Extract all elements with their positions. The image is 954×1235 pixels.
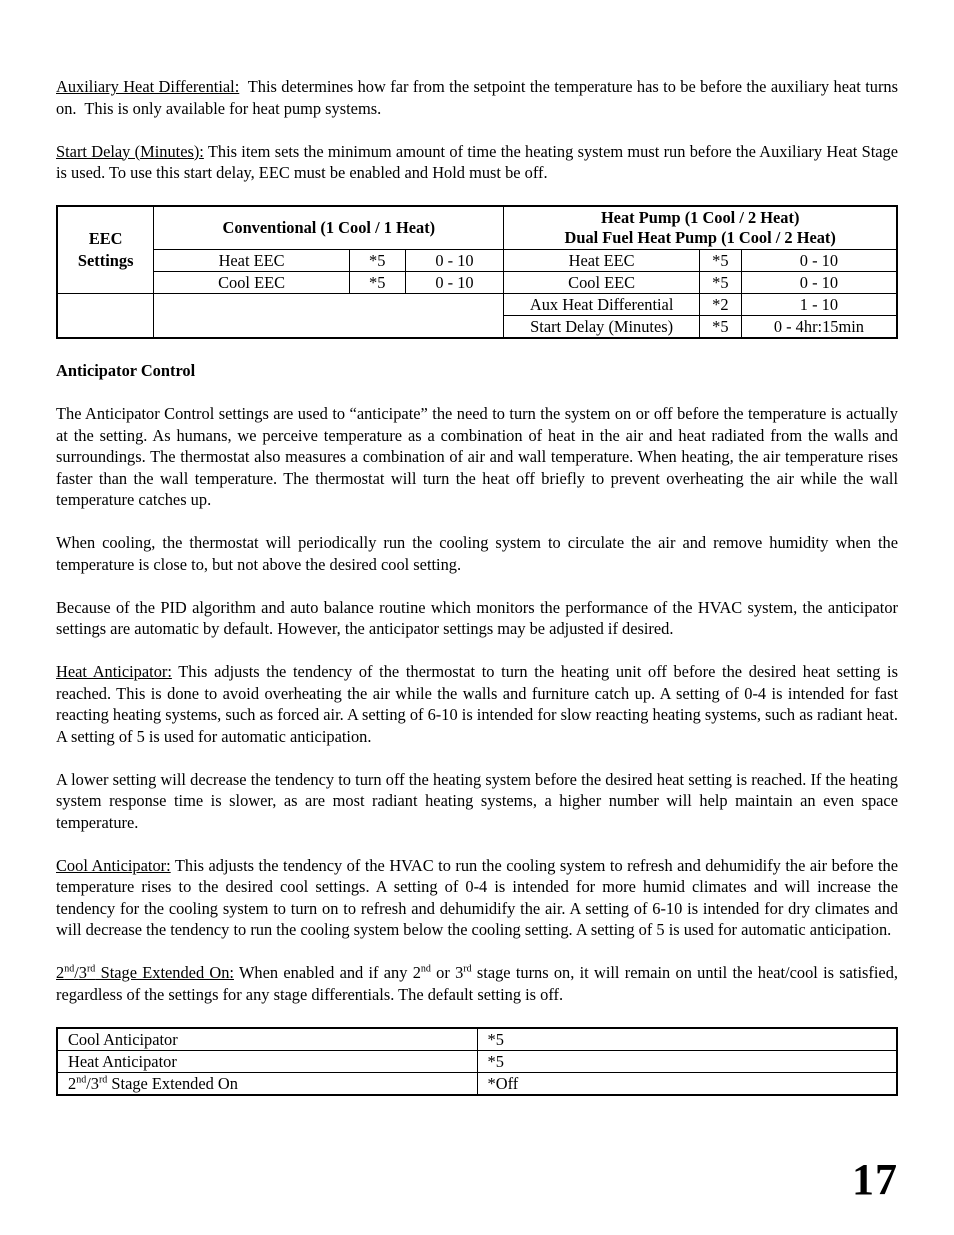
hp-row-range: 0 - 10 bbox=[741, 249, 897, 271]
hp-row-default: *5 bbox=[699, 249, 741, 271]
aux-heat-term: Auxiliary Heat Differential: bbox=[56, 77, 240, 96]
setting-name-sup2: rd bbox=[98, 1074, 108, 1086]
stage-n2: 2 bbox=[56, 963, 65, 982]
table-row bbox=[57, 249, 897, 271]
page-number: 17 bbox=[852, 1155, 898, 1204]
anticipator-paragraph-1: The Anticipator Control settings are used to “anticipate” the need to turn the system on or off before the temperature is actually at the setting. As humans, we perceive temperature as a combination of heat in the air and heat radiated from the walls and surroundings. The thermostat also measures a combination of air and wall temperature. When heating, the air temperature rises faster than the wall temperature. The thermostat will turn the heat off briefly to prevent overheating the air while the wall temperature catches up. bbox=[56, 404, 898, 509]
eec-label-line2: Settings bbox=[77, 250, 134, 270]
setting-name: Cool Anticipator bbox=[57, 1028, 477, 1051]
stage-text-c: stage turns on, it will remain on until the heat/cool is satisfied, regardless of the settings for any stage differentials. The default setting is off. bbox=[56, 963, 898, 1004]
aux-heat-paragraph bbox=[56, 76, 903, 119]
sup-rd: rd bbox=[463, 963, 472, 975]
stage-text-b: or 3 bbox=[430, 963, 464, 982]
table-row bbox=[57, 293, 897, 315]
heat-pump-header-line1: Heat Pump (1 Cool / 2 Heat) bbox=[600, 207, 800, 227]
conv-row-range: 0 - 10 bbox=[405, 249, 504, 271]
table-row bbox=[57, 1051, 897, 1073]
stage-slash: / bbox=[74, 963, 79, 982]
anticipator-paragraph-3: Because of the PID algorithm and auto balance routine which monitors the performance of the HVAC system, the anticipator settings are automatic by default. However, the anticipator settings may be adjusted if desired. bbox=[56, 597, 898, 638]
table-row bbox=[57, 1028, 897, 1051]
hp-row-name: Start Delay (Minutes) bbox=[504, 315, 700, 338]
heat-pump-header-line2: Dual Fuel Heat Pump (1 Cool / 2 Heat) bbox=[564, 227, 836, 247]
setting-value: *5 bbox=[477, 1028, 897, 1051]
table-row bbox=[57, 1073, 897, 1096]
start-delay-paragraph bbox=[56, 141, 898, 184]
eec-empty-cell bbox=[57, 293, 154, 338]
conv-row-range: 0 - 10 bbox=[405, 271, 504, 293]
conv-row-name: Heat EEC bbox=[154, 249, 349, 271]
eec-label-line1: EEC bbox=[88, 229, 123, 248]
anticipator-settings-table bbox=[56, 1027, 898, 1096]
start-delay-text: This item sets the minimum amount of time the heating system must run before the Auxiliary Heat Stage is used. To use this start delay, EEC must be enabled and Hold must be off. bbox=[56, 141, 899, 182]
conv-row-default: *5 bbox=[349, 249, 405, 271]
hp-row-name: Aux Heat Differential bbox=[504, 293, 700, 315]
stage-n3: 3 bbox=[78, 963, 87, 982]
lower-setting-paragraph: A lower setting will decrease the tendency to turn off the heating system before the desired heat setting is reached. If the heating system response time is slower, as are most radiant heating systems, a higher number will help maintain an even space temperature. bbox=[56, 769, 898, 832]
conv-row-name: Cool EEC bbox=[154, 271, 349, 293]
cool-anticipator-term: Cool Anticipator: bbox=[56, 855, 171, 875]
hp-row-range: 1 - 10 bbox=[741, 293, 897, 315]
setting-name-post: Stage Extended On bbox=[107, 1074, 238, 1093]
hp-row-default: *2 bbox=[699, 293, 741, 315]
stage-text-a: When enabled and if any 2 bbox=[234, 963, 421, 982]
aux-heat-text: This determines how far from the setpoint the temperature has to be before the auxiliary heat turns on. This is only available for heat pump systems. bbox=[56, 77, 903, 118]
eec-settings-table bbox=[56, 205, 898, 339]
setting-name-mid: /3 bbox=[86, 1074, 99, 1093]
sup-nd: nd bbox=[420, 963, 431, 975]
eec-row-label bbox=[57, 206, 154, 294]
stage-extended-paragraph bbox=[56, 962, 898, 1005]
hp-row-default: *5 bbox=[699, 271, 741, 293]
setting-value: *Off bbox=[477, 1073, 897, 1096]
conv-empty-cell bbox=[154, 293, 504, 338]
start-delay-term: Start Delay (Minutes): bbox=[56, 141, 204, 161]
setting-name: Heat Anticipator bbox=[57, 1051, 477, 1073]
setting-name bbox=[57, 1073, 477, 1096]
setting-name-pre: 2 bbox=[68, 1074, 77, 1093]
setting-value: *5 bbox=[477, 1051, 897, 1073]
hp-row-range: 0 - 4hr:15min bbox=[741, 315, 897, 338]
conventional-header: Conventional (1 Cool / 1 Heat) bbox=[154, 206, 504, 250]
hp-row-name: Cool EEC bbox=[504, 271, 700, 293]
cool-anticipator-paragraph bbox=[56, 855, 898, 941]
heat-pump-header bbox=[504, 206, 897, 250]
heat-anticipator-paragraph bbox=[56, 661, 898, 747]
anticipator-heading: Anticipator Control bbox=[56, 361, 196, 380]
stage-extended-term bbox=[56, 963, 234, 982]
hp-row-default: *5 bbox=[699, 315, 741, 338]
heat-anticipator-text: This adjusts the tendency of the thermostat to turn the heating unit off before the desired heat setting is reached. This is done to avoid overheating the air while the walls and furniture catch up. A setting of 0-4 is intended for fast reacting heating systems, such as forced air. A setting of 6-10 is intended for slow reacting heating systems, such as radiant heat. A setting of 5 is used for automatic anticipation. bbox=[56, 662, 898, 746]
anticipator-paragraph-2: When cooling, the thermostat will periodically run the cooling system to circulate the air and remove humidity when the temperature is close to, but not above the desired cool setting. bbox=[56, 533, 898, 574]
sup-rd: rd bbox=[86, 963, 96, 975]
setting-name-sup1: nd bbox=[76, 1074, 87, 1086]
cool-anticipator-text: This adjusts the tendency of the HVAC to run the cooling system to refresh and dehumidify the air before the temperature rises to the desired cool settings. A setting of 0-4 is intended for more humid climates and will increase the tendency for the cooling system to turn on to refresh and dehumidify the air. A setting of 6-10 is intended for dry climates and will decrease the tendency to run the cooling system below the cooling setting. A setting of 5 is used for automatic anticipation. bbox=[56, 855, 898, 939]
table-row bbox=[57, 271, 897, 293]
page-content bbox=[56, 76, 903, 1096]
sup-nd: nd bbox=[64, 963, 75, 975]
stage-term-rest: Stage Extended On: bbox=[95, 963, 234, 982]
hp-row-range: 0 - 10 bbox=[741, 271, 897, 293]
hp-row-name: Heat EEC bbox=[504, 249, 700, 271]
conv-row-default: *5 bbox=[349, 271, 405, 293]
heat-anticipator-term: Heat Anticipator: bbox=[56, 662, 172, 681]
